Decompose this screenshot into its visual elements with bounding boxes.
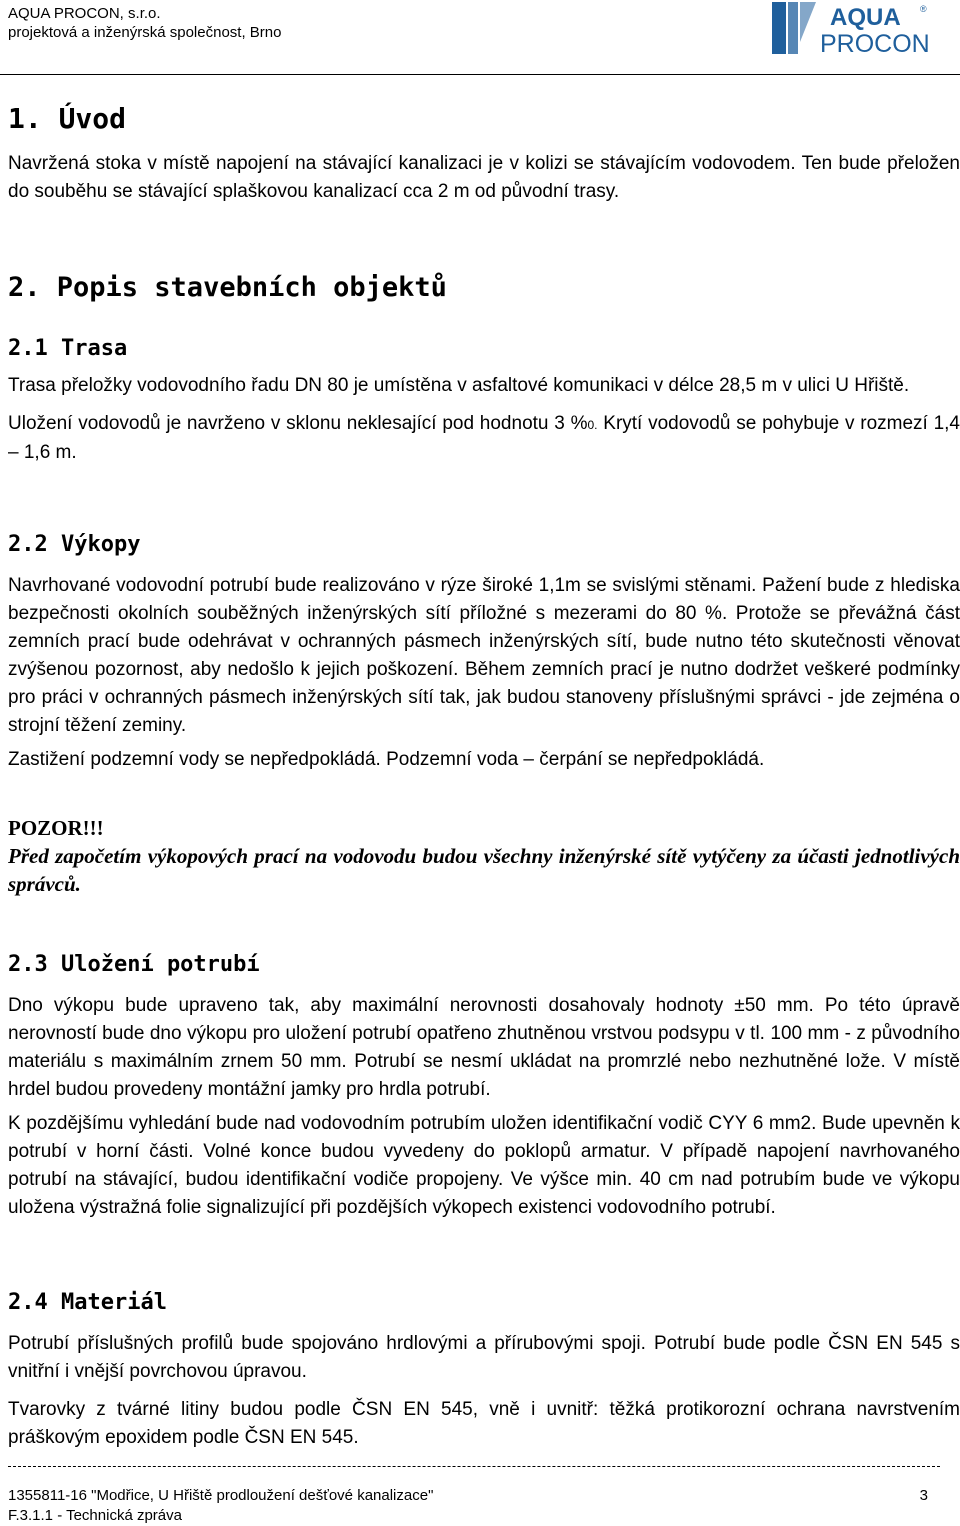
- trasa-2-part-b: Krytí vodovodů se pohybuje v rozmezí 1,4 – 1,6 m.: [8, 413, 960, 463]
- company-description: projektová a inženýrská společnost, Brno: [8, 24, 282, 41]
- heading-popis-objektu: 2. Popis stavebních objektů: [8, 272, 447, 303]
- paragraph-vykopy-2: Zastižení podzemní vody se nepředpokládá. Podzemní voda – čerpání se nepředpokládá.: [8, 749, 765, 770]
- footer-separator: [8, 1466, 940, 1467]
- section-1-paragraph-wrap: [8, 150, 960, 206]
- footer: [8, 1486, 928, 1526]
- paragraph-material-1: Potrubí příslušných profilů bude spojováno hrdlovými a přírubovými spoji. Potrubí bude podle ČSN EN 545 s vnitřní i vnější povrchovou úpravou.: [8, 1333, 960, 1382]
- footer-document-code: F.3.1.1 - Technická zpráva: [8, 1507, 182, 1524]
- company-name: AQUA PROCON, s.r.o.: [8, 5, 161, 22]
- heading-material: 2.4 Materiál: [8, 1290, 167, 1315]
- heading-ulozeni-potrubi: 2.3 Uložení potrubí: [8, 952, 260, 977]
- trasa-2-permille-sub: 0.: [587, 418, 598, 432]
- footer-page-number: 3: [919, 1487, 928, 1504]
- heading-vykopy: 2.2 Výkopy: [8, 532, 141, 557]
- logo-top-text: AQUA: [830, 4, 901, 31]
- header-rule: [0, 74, 960, 75]
- logo-bottom-text: PROCON: [820, 30, 930, 54]
- trasa-2-part-a: Uložení vodovodů je navrženo v sklonu neklesající pod hodnotu 3 %: [8, 413, 588, 434]
- logo-registered-mark: ®: [920, 4, 927, 14]
- warning-text: Před započetím výkopových prací na vodovodu budou všechny inženýrské sítě vytýčeny za účasti jednotlivých správců.: [8, 844, 960, 896]
- paragraph-vykopy-1: Navrhované vodovodní potrubí bude realizováno v rýze široké 1,1m se svislými stěnami. Pažení bude z hlediska bezpečnosti okolních souběžných inženýrských sítí příložné s mezerami do 80 %. Protože se převážná část zemních prací bude odehrávat v ochranných pásmech inženýrských sítí, bude nutno této skutečnosti věnovat zvýšenou pozornost, aby nedošlo k jejich poškození. Během zemních prací je nutno dodržet veškeré podmínky pro práci v ochranných pásmech inženýrských sítí tak, jak budou stanoveny příslušnými správci - jde zejména o strojní těžení zeminy.: [8, 575, 960, 736]
- header-company: [8, 4, 281, 42]
- paragraph-ulozeni-1: Dno výkopu bude upraveno tak, aby maximální nerovnosti dosahovaly hodnoty ±50 mm. Po této úpravě nerovností bude dno výkopu pro uložení potrubí opatřeno zhutněnou vrstvou podsypu v tl. 100 mm - z původního materiálu s maximálním zrnem 50 mm. Potrubí se nesmí ukládat na promrzlé nebo nezhutněné lože. V místě hrdel budou provedeny montážní jamky pro hrdla potrubí.: [8, 995, 960, 1100]
- warning-title: POZOR!!!: [8, 816, 104, 840]
- paragraph-uvod: Navržená stoka v místě napojení na stávající kanalizaci je v kolizi se stávajícím vodovodem. Ten bude přeložen do souběhu se stávající splaškovou kanalizací cca 2 m od původní trasy.: [8, 153, 960, 202]
- paragraph-trasa-2: [8, 410, 960, 467]
- paragraph-ulozeni-2: K pozdějšímu vyhledání bude nad vodovodním potrubím uložen identifikační vodič CYY 6 mm2. Bude upevněn k potrubí v horní části. Volné konce budou vyvedeny do poklopů armatur. V případě napojení navrhovaného potrubí na stávající, budou identifikační vodiče propojeny. Ve výšce min. 40 cm nad potrubím bude ve výkopu uložena výstražná folie signalizující při pozdějších výkopech existenci vodovodního potrubí.: [8, 1113, 960, 1218]
- section-1: [8, 102, 960, 135]
- heading-trasa: 2.1 Trasa: [8, 336, 128, 361]
- paragraph-material-2: Tvarovky z tvárné litiny budou podle ČSN EN 545, vně i uvnitř: těžká protikorozní ochrana navrstvením práškovým epoxidem podle ČSN EN 545.: [8, 1399, 960, 1448]
- aqua-procon-logo: [770, 2, 960, 54]
- heading-uvod: 1. Úvod: [8, 102, 127, 135]
- paragraph-trasa-1: Trasa přeložky vodovodního řadu DN 80 je umístěna v asfaltové komunikaci v délce 28,5 m v ulici U Hřiště.: [8, 375, 910, 396]
- footer-project-name: 1355811-16 "Modřice, U Hřiště prodloužení dešťové kanalizace": [8, 1487, 434, 1504]
